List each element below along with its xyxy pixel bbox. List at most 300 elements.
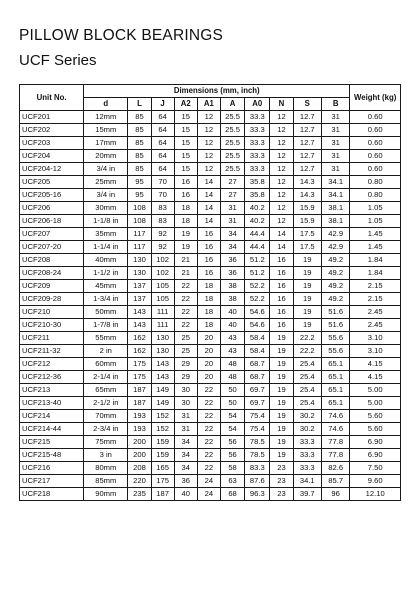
- dimension-cell: 64: [151, 150, 174, 163]
- dimension-cell: 152: [151, 423, 174, 436]
- table-row: [20, 267, 401, 280]
- dimension-cell: 58.4: [245, 345, 270, 358]
- dimension-cell: 117: [128, 241, 151, 254]
- dimension-cell: 16: [174, 176, 197, 189]
- table-row: [20, 319, 401, 332]
- dimension-cell: 25.5: [220, 163, 244, 176]
- dimension-cell: 130: [128, 267, 151, 280]
- table-row: [20, 462, 401, 475]
- dimension-cell: 143: [151, 358, 174, 371]
- dimension-cell: 108: [128, 215, 151, 228]
- dimension-cell: 105: [151, 280, 174, 293]
- table-body: [20, 111, 401, 501]
- table-row: [20, 423, 401, 436]
- table-row: [20, 384, 401, 397]
- weight-cell: 0.60: [350, 111, 401, 124]
- weight-cell: 2.45: [350, 319, 401, 332]
- dimension-cell: 19: [174, 228, 197, 241]
- dimension-cell: 65.1: [321, 397, 349, 410]
- dimension-cell: 92: [151, 241, 174, 254]
- dimension-cell: 12.7: [293, 163, 321, 176]
- dimension-cell: 12.7: [293, 124, 321, 137]
- dimension-cell: 19: [270, 449, 293, 462]
- dimension-cell: 75mm: [84, 436, 128, 449]
- dimension-cell: 49.2: [321, 280, 349, 293]
- dimension-cell: 75.4: [245, 410, 270, 423]
- dimension-cell: 65.1: [321, 384, 349, 397]
- dimension-cell: 12.7: [293, 150, 321, 163]
- dimension-cell: 15: [174, 124, 197, 137]
- dimension-cell: 149: [151, 384, 174, 397]
- table-row: [20, 306, 401, 319]
- dimension-cell: 12: [197, 124, 220, 137]
- dimension-cell: 3 in: [84, 449, 128, 462]
- unit-no-cell: UCF217: [20, 475, 84, 488]
- dimension-cell: 51.2: [245, 254, 270, 267]
- weight-cell: 2.15: [350, 280, 401, 293]
- dimension-cell: 117: [128, 228, 151, 241]
- table-row: [20, 488, 401, 501]
- unit-no-cell: UCF215-48: [20, 449, 84, 462]
- dimension-cell: 22: [197, 384, 220, 397]
- dimension-cell: 34: [174, 436, 197, 449]
- dimension-cell: 175: [128, 371, 151, 384]
- column-header: J: [151, 98, 174, 111]
- dimension-cell: 50: [220, 384, 244, 397]
- dimension-cell: 30: [174, 384, 197, 397]
- bearing-spec-table: [19, 84, 401, 501]
- dimension-cell: 19: [293, 280, 321, 293]
- dimension-cell: 23: [270, 462, 293, 475]
- dimension-cell: 12: [197, 111, 220, 124]
- table-row: [20, 137, 401, 150]
- table-row: [20, 358, 401, 371]
- dimension-cell: 175: [128, 358, 151, 371]
- dimension-cell: 12: [270, 202, 293, 215]
- dimension-cell: 70: [151, 189, 174, 202]
- weight-cell: 1.45: [350, 241, 401, 254]
- dimension-cell: 130: [128, 254, 151, 267]
- dimension-cell: 22: [174, 280, 197, 293]
- dimension-cell: 49.2: [321, 254, 349, 267]
- dimension-cell: 16: [270, 319, 293, 332]
- dimension-cell: 65.1: [321, 371, 349, 384]
- dimension-cell: 50mm: [84, 306, 128, 319]
- dimension-cell: 1-7/8 in: [84, 319, 128, 332]
- dimension-cell: 16: [270, 293, 293, 306]
- weight-cell: 0.80: [350, 189, 401, 202]
- dimension-cell: 19: [293, 254, 321, 267]
- dimension-cell: 2-1/4 in: [84, 371, 128, 384]
- dimension-cell: 19: [270, 371, 293, 384]
- dimension-cell: 19: [270, 410, 293, 423]
- dimension-cell: 22: [174, 306, 197, 319]
- dimension-cell: 19: [293, 319, 321, 332]
- dimension-cell: 36: [220, 267, 244, 280]
- table-row: [20, 345, 401, 358]
- dimension-cell: 52.2: [245, 293, 270, 306]
- dimension-cell: 22: [197, 397, 220, 410]
- dimension-cell: 220: [128, 475, 151, 488]
- dimension-cell: 1-1/8 in: [84, 215, 128, 228]
- dimension-cell: 40: [174, 488, 197, 501]
- dimension-cell: 58: [220, 462, 244, 475]
- dimension-cell: 33.3: [293, 449, 321, 462]
- dimension-cell: 19: [270, 345, 293, 358]
- dimension-cell: 58.4: [245, 332, 270, 345]
- dimension-cell: 22.2: [293, 332, 321, 345]
- table-row: [20, 241, 401, 254]
- dimension-cell: 39.7: [293, 488, 321, 501]
- dimension-cell: 193: [128, 410, 151, 423]
- table-row: [20, 293, 401, 306]
- dimension-cell: 19: [270, 384, 293, 397]
- dimension-cell: 14.3: [293, 176, 321, 189]
- dimension-cell: 18: [197, 280, 220, 293]
- table-row: [20, 228, 401, 241]
- unit-no-cell: UCF210-30: [20, 319, 84, 332]
- dimension-cell: 77.8: [321, 449, 349, 462]
- dimension-cell: 208: [128, 462, 151, 475]
- dimension-cell: 21: [174, 267, 197, 280]
- dimension-cell: 50: [220, 397, 244, 410]
- dimension-cell: 25.5: [220, 137, 244, 150]
- dimension-cell: 200: [128, 436, 151, 449]
- weight-cell: 5.00: [350, 397, 401, 410]
- dimension-cell: 175: [151, 475, 174, 488]
- dimension-cell: 77.8: [321, 436, 349, 449]
- dimension-cell: 33.3: [293, 462, 321, 475]
- dimension-cell: 69.7: [245, 384, 270, 397]
- dimension-cell: 25.4: [293, 358, 321, 371]
- weight-cell: 0.60: [350, 150, 401, 163]
- dimension-cell: 19: [270, 397, 293, 410]
- dimension-cell: 85: [128, 163, 151, 176]
- dimension-cell: 22: [174, 319, 197, 332]
- dimension-cell: 55.6: [321, 345, 349, 358]
- dimension-cell: 34.1: [293, 475, 321, 488]
- unit-no-cell: UCF207: [20, 228, 84, 241]
- dimension-cell: 63: [220, 475, 244, 488]
- unit-no-cell: UCF202: [20, 124, 84, 137]
- dimension-cell: 95: [128, 176, 151, 189]
- dimension-cell: 18: [197, 306, 220, 319]
- dimension-cell: 102: [151, 254, 174, 267]
- dimension-cell: 33.3: [245, 163, 270, 176]
- dimension-cell: 64: [151, 137, 174, 150]
- table-row: [20, 397, 401, 410]
- weight-cell: 1.05: [350, 215, 401, 228]
- dimension-cell: 19: [293, 306, 321, 319]
- dimension-cell: 31: [220, 215, 244, 228]
- dimension-cell: 83: [151, 215, 174, 228]
- dimension-cell: 51.2: [245, 267, 270, 280]
- dimension-cell: 12: [270, 163, 293, 176]
- dimension-cell: 12: [270, 124, 293, 137]
- dimension-cell: 130: [151, 345, 174, 358]
- dimension-cell: 85: [128, 124, 151, 137]
- dimension-cell: 19: [174, 241, 197, 254]
- weight-cell: 2.45: [350, 306, 401, 319]
- dimension-cell: 12: [270, 137, 293, 150]
- dimension-cell: 19: [293, 293, 321, 306]
- dimension-cell: 78.5: [245, 449, 270, 462]
- unit-no-cell: UCF211-32: [20, 345, 84, 358]
- table-row: [20, 150, 401, 163]
- dimension-cell: 102: [151, 267, 174, 280]
- dimension-cell: 12.7: [293, 111, 321, 124]
- dimension-cell: 187: [151, 488, 174, 501]
- dimension-cell: 33.3: [245, 124, 270, 137]
- dimension-cell: 19: [270, 332, 293, 345]
- table-row: [20, 254, 401, 267]
- dimension-cell: 60mm: [84, 358, 128, 371]
- dimension-cell: 64: [151, 111, 174, 124]
- dimension-cell: 25.5: [220, 111, 244, 124]
- dimension-cell: 22: [174, 293, 197, 306]
- unit-no-cell: UCF209: [20, 280, 84, 293]
- dimension-cell: 15: [174, 111, 197, 124]
- unit-no-cell: UCF201: [20, 111, 84, 124]
- dimension-cell: 12.7: [293, 137, 321, 150]
- dimension-cell: 38: [220, 293, 244, 306]
- dimension-cell: 45mm: [84, 280, 128, 293]
- dimension-cell: 16: [174, 189, 197, 202]
- dimension-cell: 15: [174, 150, 197, 163]
- dimension-cell: 35mm: [84, 228, 128, 241]
- unit-no-cell: UCF205-16: [20, 189, 84, 202]
- dimension-cell: 30mm: [84, 202, 128, 215]
- unit-no-cell: UCF206-18: [20, 215, 84, 228]
- dimension-cell: 18: [174, 202, 197, 215]
- dimension-cell: 35.8: [245, 189, 270, 202]
- dimension-cell: 20: [197, 332, 220, 345]
- dimension-cell: 83: [151, 202, 174, 215]
- dimension-cell: 16: [197, 228, 220, 241]
- page-title: PILLOW BLOCK BEARINGS: [19, 27, 224, 44]
- dimension-cell: 3/4 in: [84, 189, 128, 202]
- unit-no-cell: UCF218: [20, 488, 84, 501]
- dimension-cell: 2-1/2 in: [84, 397, 128, 410]
- column-header: L: [128, 98, 151, 111]
- dimension-cell: 54.6: [245, 319, 270, 332]
- column-header: S: [293, 98, 321, 111]
- dimension-cell: 1-1/2 in: [84, 267, 128, 280]
- dimension-cell: 187: [128, 397, 151, 410]
- weight-cell: 1.05: [350, 202, 401, 215]
- weight-cell: 0.80: [350, 176, 401, 189]
- dimension-cell: 22: [197, 436, 220, 449]
- column-header: A2: [174, 98, 197, 111]
- dimension-cell: 90mm: [84, 488, 128, 501]
- unit-no-cell: UCF214: [20, 410, 84, 423]
- dimension-cell: 29: [174, 358, 197, 371]
- weight-cell: 1.45: [350, 228, 401, 241]
- dimension-cell: 34: [174, 449, 197, 462]
- unit-no-cell: UCF205: [20, 176, 84, 189]
- dimension-cell: 35.8: [245, 176, 270, 189]
- dimension-cell: 143: [128, 319, 151, 332]
- dimension-cell: 78.5: [245, 436, 270, 449]
- dimension-cell: 55.6: [321, 332, 349, 345]
- dimension-cell: 48: [220, 358, 244, 371]
- dimension-cell: 43: [220, 345, 244, 358]
- dimension-cell: 162: [128, 345, 151, 358]
- dimension-cell: 33.3: [245, 137, 270, 150]
- unit-no-cell: UCF212: [20, 358, 84, 371]
- dimension-cell: 12: [270, 150, 293, 163]
- dimension-cell: 12mm: [84, 111, 128, 124]
- dimension-cell: 22: [197, 462, 220, 475]
- unit-no-cell: UCF208: [20, 254, 84, 267]
- table-row: [20, 111, 401, 124]
- dimension-cell: 87.6: [245, 475, 270, 488]
- dimension-cell: 34: [220, 241, 244, 254]
- dimension-cell: 19: [270, 358, 293, 371]
- dimension-cell: 34: [220, 228, 244, 241]
- dimension-cell: 31: [174, 423, 197, 436]
- table-row: [20, 371, 401, 384]
- unit-no-cell: UCF210: [20, 306, 84, 319]
- table-row: [20, 176, 401, 189]
- weight-cell: 6.90: [350, 449, 401, 462]
- dimension-cell: 70: [151, 176, 174, 189]
- dimension-cell: 85: [128, 150, 151, 163]
- dimension-cell: 25mm: [84, 176, 128, 189]
- weight-cell: 4.15: [350, 358, 401, 371]
- dimension-cell: 49.2: [321, 293, 349, 306]
- column-header: N: [270, 98, 293, 111]
- dimension-cell: 49.2: [321, 267, 349, 280]
- dimension-cell: 69.7: [245, 397, 270, 410]
- dimension-cell: 33.3: [245, 150, 270, 163]
- weight-cell: 5.60: [350, 410, 401, 423]
- unit-no-cell: UCF211: [20, 332, 84, 345]
- column-header: A: [220, 98, 244, 111]
- dimension-cell: 51.6: [321, 306, 349, 319]
- dimension-cell: 31: [174, 410, 197, 423]
- dimension-cell: 55mm: [84, 332, 128, 345]
- dimension-cell: 18: [197, 293, 220, 306]
- dimension-cell: 14: [270, 241, 293, 254]
- weight-cell: 5.00: [350, 384, 401, 397]
- column-header: B: [321, 98, 349, 111]
- dimension-cell: 19: [270, 423, 293, 436]
- dimension-cell: 54: [220, 423, 244, 436]
- dimension-cell: 38.1: [321, 215, 349, 228]
- unit-no-cell: UCF204: [20, 150, 84, 163]
- dimension-cell: 34.1: [321, 189, 349, 202]
- unit-no-cell: UCF208-24: [20, 267, 84, 280]
- dimension-cell: 31: [321, 137, 349, 150]
- dimension-cell: 16: [197, 267, 220, 280]
- dimension-cell: 18: [197, 319, 220, 332]
- unit-no-cell: UCF215: [20, 436, 84, 449]
- dimension-cell: 143: [128, 306, 151, 319]
- dimension-cell: 85: [128, 111, 151, 124]
- dimension-cell: 12: [270, 176, 293, 189]
- dimension-cell: 42.9: [321, 241, 349, 254]
- dimension-cell: 16: [270, 280, 293, 293]
- dimension-cell: 14: [270, 228, 293, 241]
- dimension-cell: 25: [174, 345, 197, 358]
- dimension-cell: 200: [128, 449, 151, 462]
- dimension-cell: 34: [174, 462, 197, 475]
- weight-cell: 12.10: [350, 488, 401, 501]
- dimension-cell: 48: [220, 371, 244, 384]
- dimension-cell: 105: [151, 293, 174, 306]
- weight-cell: 0.60: [350, 137, 401, 150]
- dimension-cell: 30: [174, 397, 197, 410]
- dimension-cell: 31: [321, 163, 349, 176]
- dimension-cell: 40: [220, 319, 244, 332]
- unit-no-cell: UCF213: [20, 384, 84, 397]
- dimension-cell: 95: [128, 189, 151, 202]
- dimension-cell: 24: [197, 475, 220, 488]
- dimension-cell: 15: [174, 163, 197, 176]
- dimension-cell: 24: [197, 488, 220, 501]
- dimension-cell: 92: [151, 228, 174, 241]
- dimension-cell: 52.2: [245, 280, 270, 293]
- dimension-cell: 20mm: [84, 150, 128, 163]
- dimension-cell: 83.3: [245, 462, 270, 475]
- dimension-cell: 14: [197, 202, 220, 215]
- dimension-cell: 68.7: [245, 371, 270, 384]
- dimension-cell: 22: [197, 423, 220, 436]
- dimension-cell: 20: [197, 345, 220, 358]
- unit-no-cell: UCF209-28: [20, 293, 84, 306]
- dimension-cell: 22: [197, 449, 220, 462]
- weight-cell: 3.10: [350, 345, 401, 358]
- table-row: [20, 410, 401, 423]
- weight-cell: 2.15: [350, 293, 401, 306]
- dimension-cell: 12: [270, 215, 293, 228]
- dimension-cell: 65.1: [321, 358, 349, 371]
- dimension-cell: 85mm: [84, 475, 128, 488]
- dimension-cell: 40.2: [245, 215, 270, 228]
- column-header: A0: [245, 98, 270, 111]
- dimension-cell: 17mm: [84, 137, 128, 150]
- dimension-cell: 74.6: [321, 410, 349, 423]
- dimension-cell: 56: [220, 436, 244, 449]
- dimension-cell: 36: [220, 254, 244, 267]
- dimension-cell: 31: [220, 202, 244, 215]
- dimension-cell: 85.7: [321, 475, 349, 488]
- dimension-cell: 25.5: [220, 150, 244, 163]
- table-row: [20, 189, 401, 202]
- unit-no-cell: UCF206: [20, 202, 84, 215]
- dimension-cell: 14: [197, 176, 220, 189]
- table-row: [20, 332, 401, 345]
- dimension-cell: 31: [321, 124, 349, 137]
- dimension-cell: 16: [197, 241, 220, 254]
- weight-cell: 5.60: [350, 423, 401, 436]
- weight-cell: 4.15: [350, 371, 401, 384]
- dimension-cell: 96: [321, 488, 349, 501]
- dimension-cell: 111: [151, 306, 174, 319]
- dimension-cell: 31: [321, 150, 349, 163]
- dimension-cell: 143: [151, 371, 174, 384]
- dimension-cell: 44.4: [245, 241, 270, 254]
- dimension-cell: 25: [174, 332, 197, 345]
- dimension-cell: 68: [220, 488, 244, 501]
- dimension-cell: 2-3/4 in: [84, 423, 128, 436]
- dimension-cell: 18: [174, 215, 197, 228]
- table-row: [20, 475, 401, 488]
- dimension-cell: 12: [197, 163, 220, 176]
- table-row: [20, 449, 401, 462]
- weight-cell: 1.84: [350, 267, 401, 280]
